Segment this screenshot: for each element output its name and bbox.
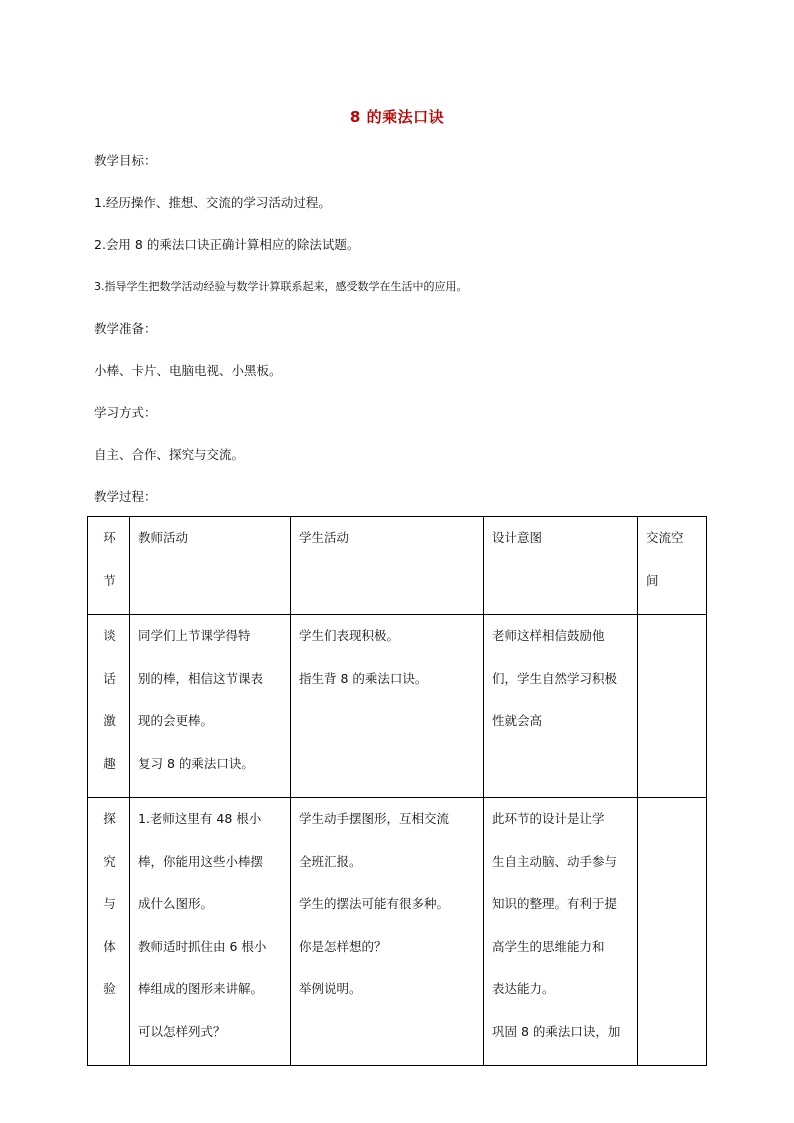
row-2-student xyxy=(291,798,484,1066)
header-teacher xyxy=(130,517,291,615)
cell-line: 老师这样相信鼓励他 xyxy=(492,628,605,643)
lesson-process-table xyxy=(87,516,707,1066)
header-stage-line: 环 xyxy=(103,530,116,545)
goals-heading: 教学目标： xyxy=(94,153,157,168)
header-space-line: 间 xyxy=(646,572,659,588)
cell-line: 1.老师这里有 48 根小 xyxy=(138,811,262,826)
header-design xyxy=(484,517,638,615)
stage-char: 话 xyxy=(103,670,116,686)
cell-line: 现的会更棒。 xyxy=(138,713,214,728)
cell-line: 举例说明。 xyxy=(299,981,362,996)
stage-char: 谈 xyxy=(103,628,116,643)
header-stage xyxy=(88,517,130,615)
prep-items: 小棒、卡片、电脑电视、小黑板。 xyxy=(94,363,282,378)
table-row xyxy=(88,615,707,798)
table-row xyxy=(88,798,707,1066)
prep-heading: 教学准备： xyxy=(94,321,157,336)
cell-line: 学生动手摆图形，互相交流 xyxy=(299,811,450,826)
row-1-design xyxy=(484,615,638,798)
header-teacher-label: 教师活动 xyxy=(138,530,189,545)
cell-line: 指生背 8 的乘法口诀。 xyxy=(299,670,428,686)
header-stage-line: 节 xyxy=(103,572,116,588)
goal-item-2: 2.会用 8 的乘法口诀正确计算相应的除法试题。 xyxy=(94,237,360,252)
cell-line: 棒，你能用这些小棒摆 xyxy=(138,853,264,869)
cell-line: 棒组成的图形来讲解。 xyxy=(138,981,264,996)
cell-line: 高学生的思维能力和 xyxy=(492,938,605,954)
stage-char: 与 xyxy=(103,896,116,911)
method-heading: 学习方式： xyxy=(94,405,157,420)
header-space xyxy=(638,517,707,615)
cell-line: 性就会高 xyxy=(492,713,543,728)
cell-line: 教师适时抓住由 6 根小 xyxy=(138,938,267,954)
cell-line: 可以怎样列式？ xyxy=(138,1023,226,1039)
cell-line: 表达能力。 xyxy=(492,981,555,996)
header-student-label: 学生活动 xyxy=(299,530,350,545)
row-2-teacher xyxy=(130,798,291,1066)
table-header-row xyxy=(88,517,707,615)
row-2-design xyxy=(484,798,638,1066)
cell-line: 你是怎样想的？ xyxy=(299,938,387,954)
header-design-label: 设计意图 xyxy=(492,530,543,545)
stage-char: 验 xyxy=(103,981,116,996)
cell-line: 学生的摆法可能有很多种。 xyxy=(299,896,450,911)
cell-line: 此环节的设计是让学 xyxy=(492,811,605,826)
row-1-stage xyxy=(88,615,130,798)
page-title: 8 的乘法口诀 xyxy=(349,108,445,126)
cell-line: 们，学生自然学习积极 xyxy=(492,670,618,686)
cell-line: 同学们上节课学得特 xyxy=(138,628,251,643)
row-1-space xyxy=(638,615,707,798)
cell-line: 别的棒，相信这节课表 xyxy=(138,670,264,686)
cell-line: 生自主动脑、动手参与 xyxy=(492,853,618,869)
stage-char: 探 xyxy=(103,811,116,826)
cell-line: 复习 8 的乘法口诀。 xyxy=(138,755,254,771)
cell-line: 全班汇报。 xyxy=(299,853,362,869)
goal-item-1: 1.经历操作、推想、交流的学习活动过程。 xyxy=(94,195,331,210)
method-items: 自主、合作、探究与交流。 xyxy=(94,447,245,462)
cell-line: 巩固 8 的乘法口诀，加 xyxy=(492,1023,621,1039)
stage-char: 趣 xyxy=(103,755,116,771)
row-2-space xyxy=(638,798,707,1066)
cell-line: 成什么图形。 xyxy=(138,896,214,911)
cell-line: 学生们表现积极。 xyxy=(299,628,400,643)
process-heading: 教学过程： xyxy=(94,489,157,504)
header-student xyxy=(291,517,484,615)
row-2-stage xyxy=(88,798,130,1066)
row-1-student xyxy=(291,615,484,798)
stage-char: 激 xyxy=(103,713,116,728)
row-1-teacher xyxy=(130,615,291,798)
header-space-line: 交流空 xyxy=(646,530,684,545)
stage-char: 体 xyxy=(103,938,116,954)
cell-line: 知识的整理。有利于提 xyxy=(492,896,618,911)
stage-char: 究 xyxy=(103,853,116,869)
goal-item-3: 3.指导学生把数学活动经验与数学计算联系起来，感受数学在生活中的应用。 xyxy=(94,280,468,293)
